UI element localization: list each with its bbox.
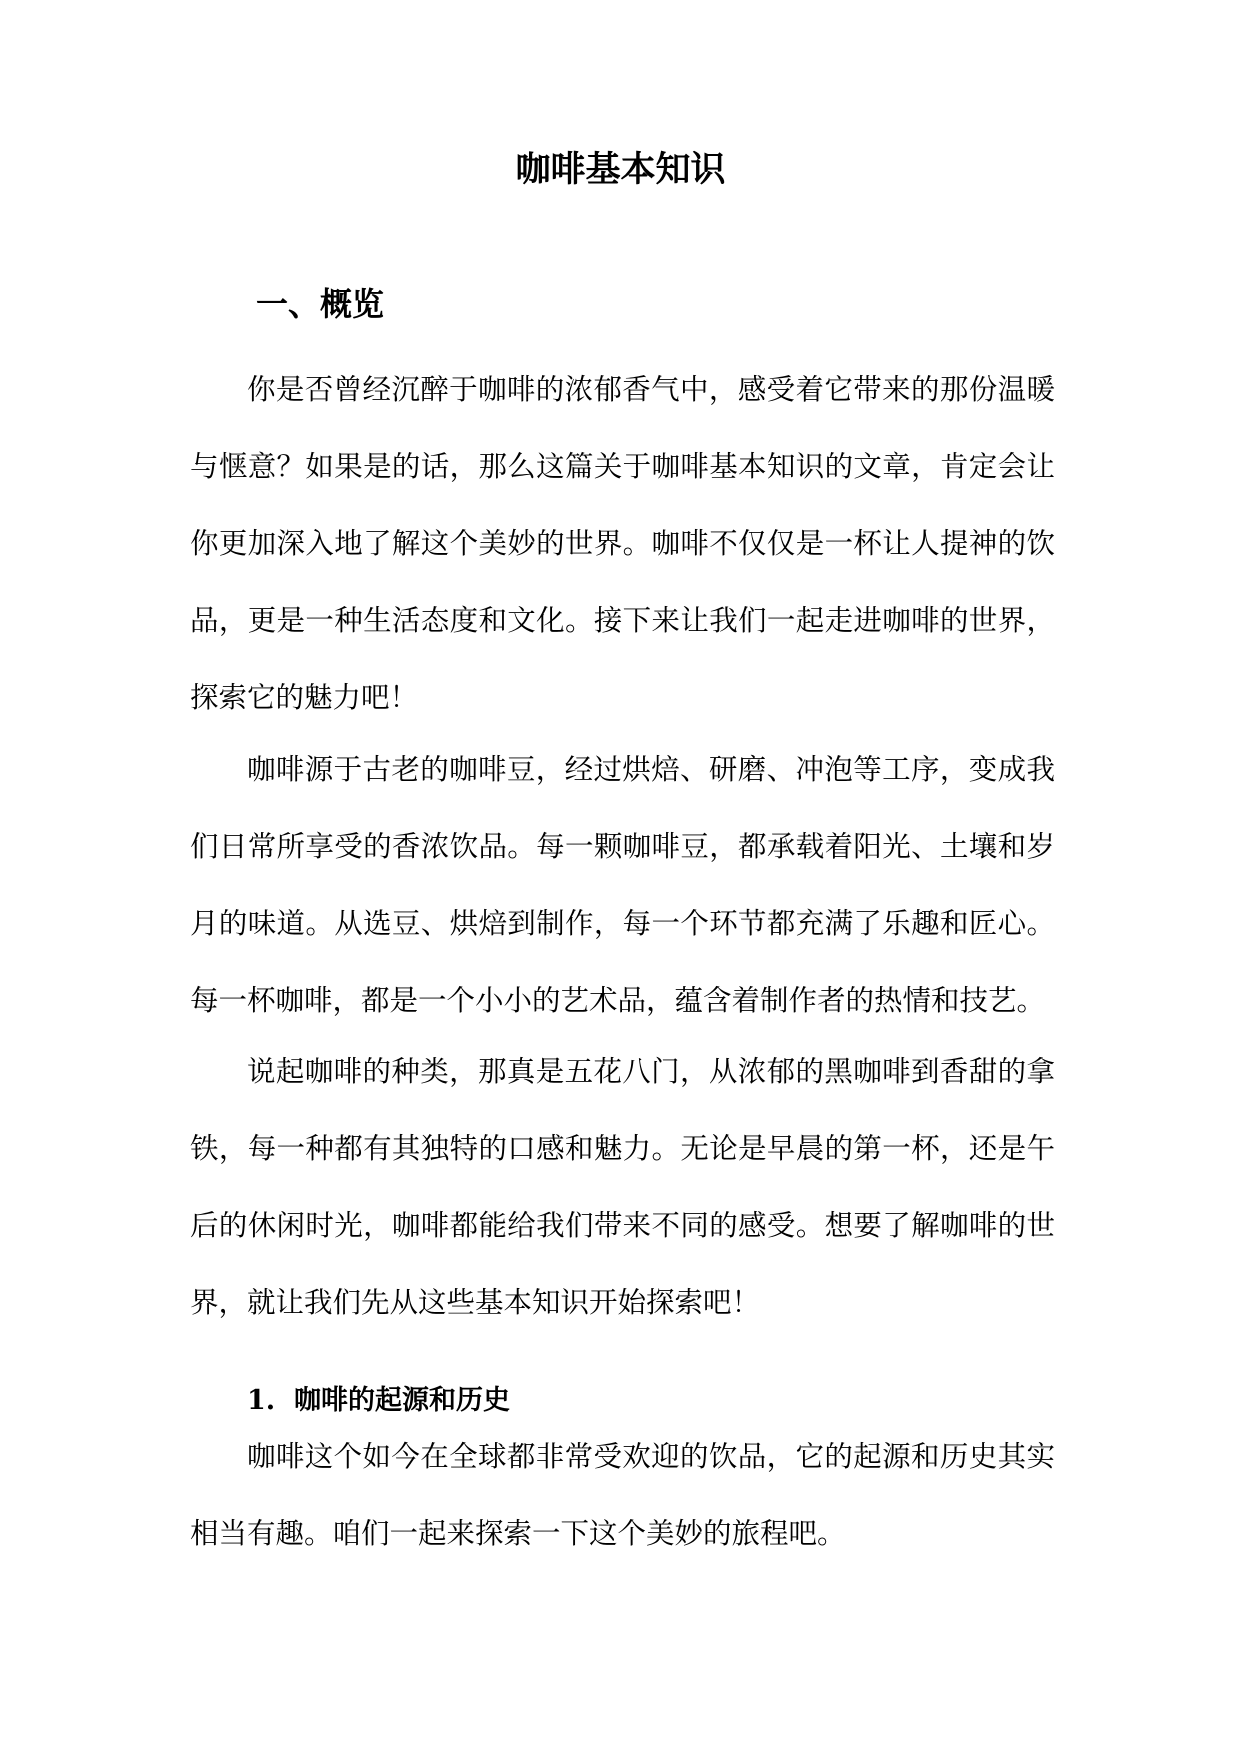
paragraph: 咖啡这个如今在全球都非常受欢迎的饮品，它的起源和历史其实相当有趣。咱们一起来探索一下这个美妙的旅程吧。 [190, 1440, 1055, 1550]
section-heading-overview: 一、概览 [256, 285, 385, 323]
document-title: 咖啡基本知识 [515, 149, 726, 190]
paragraph: 咖啡源于古老的咖啡豆，经过烘焙、研磨、冲泡等工序，变成我们日常所享受的香浓饮品。每一颗咖啡豆，都承载着阳光、土壤和岁月的味道。从选豆、烘焙到制作，每一个环节都充满了乐趣和匠心。每一杯咖啡，都是一个小小的艺术品，蕴含着制作者的热情和技艺。 [190, 753, 1055, 1017]
paragraph: 说起咖啡的种类，那真是五花八门，从浓郁的黑咖啡到香甜的拿铁，每一种都有其独特的口感和魅力。无论是早晨的第一杯，还是午后的休闲时光，咖啡都能给我们带来不同的感受。想要了解咖啡的世界，就让我们先从这些基本知识开始探索吧！ [190, 1055, 1055, 1319]
subsection-heading-origin-history: 1. 咖啡的起源和历史 [247, 1385, 510, 1416]
paragraph: 你是否曾经沉醉于咖啡的浓郁香气中，感受着它带来的那份温暖与惬意？如果是的话，那么这篇关于咖啡基本知识的文章，肯定会让你更加深入地了解这个美妙的世界。咖啡不仅仅是一杯让人提神的饮品，更是一种生活态度和文化。接下来让我们一起走进咖啡的世界，探索它的魅力吧！ [190, 373, 1055, 714]
